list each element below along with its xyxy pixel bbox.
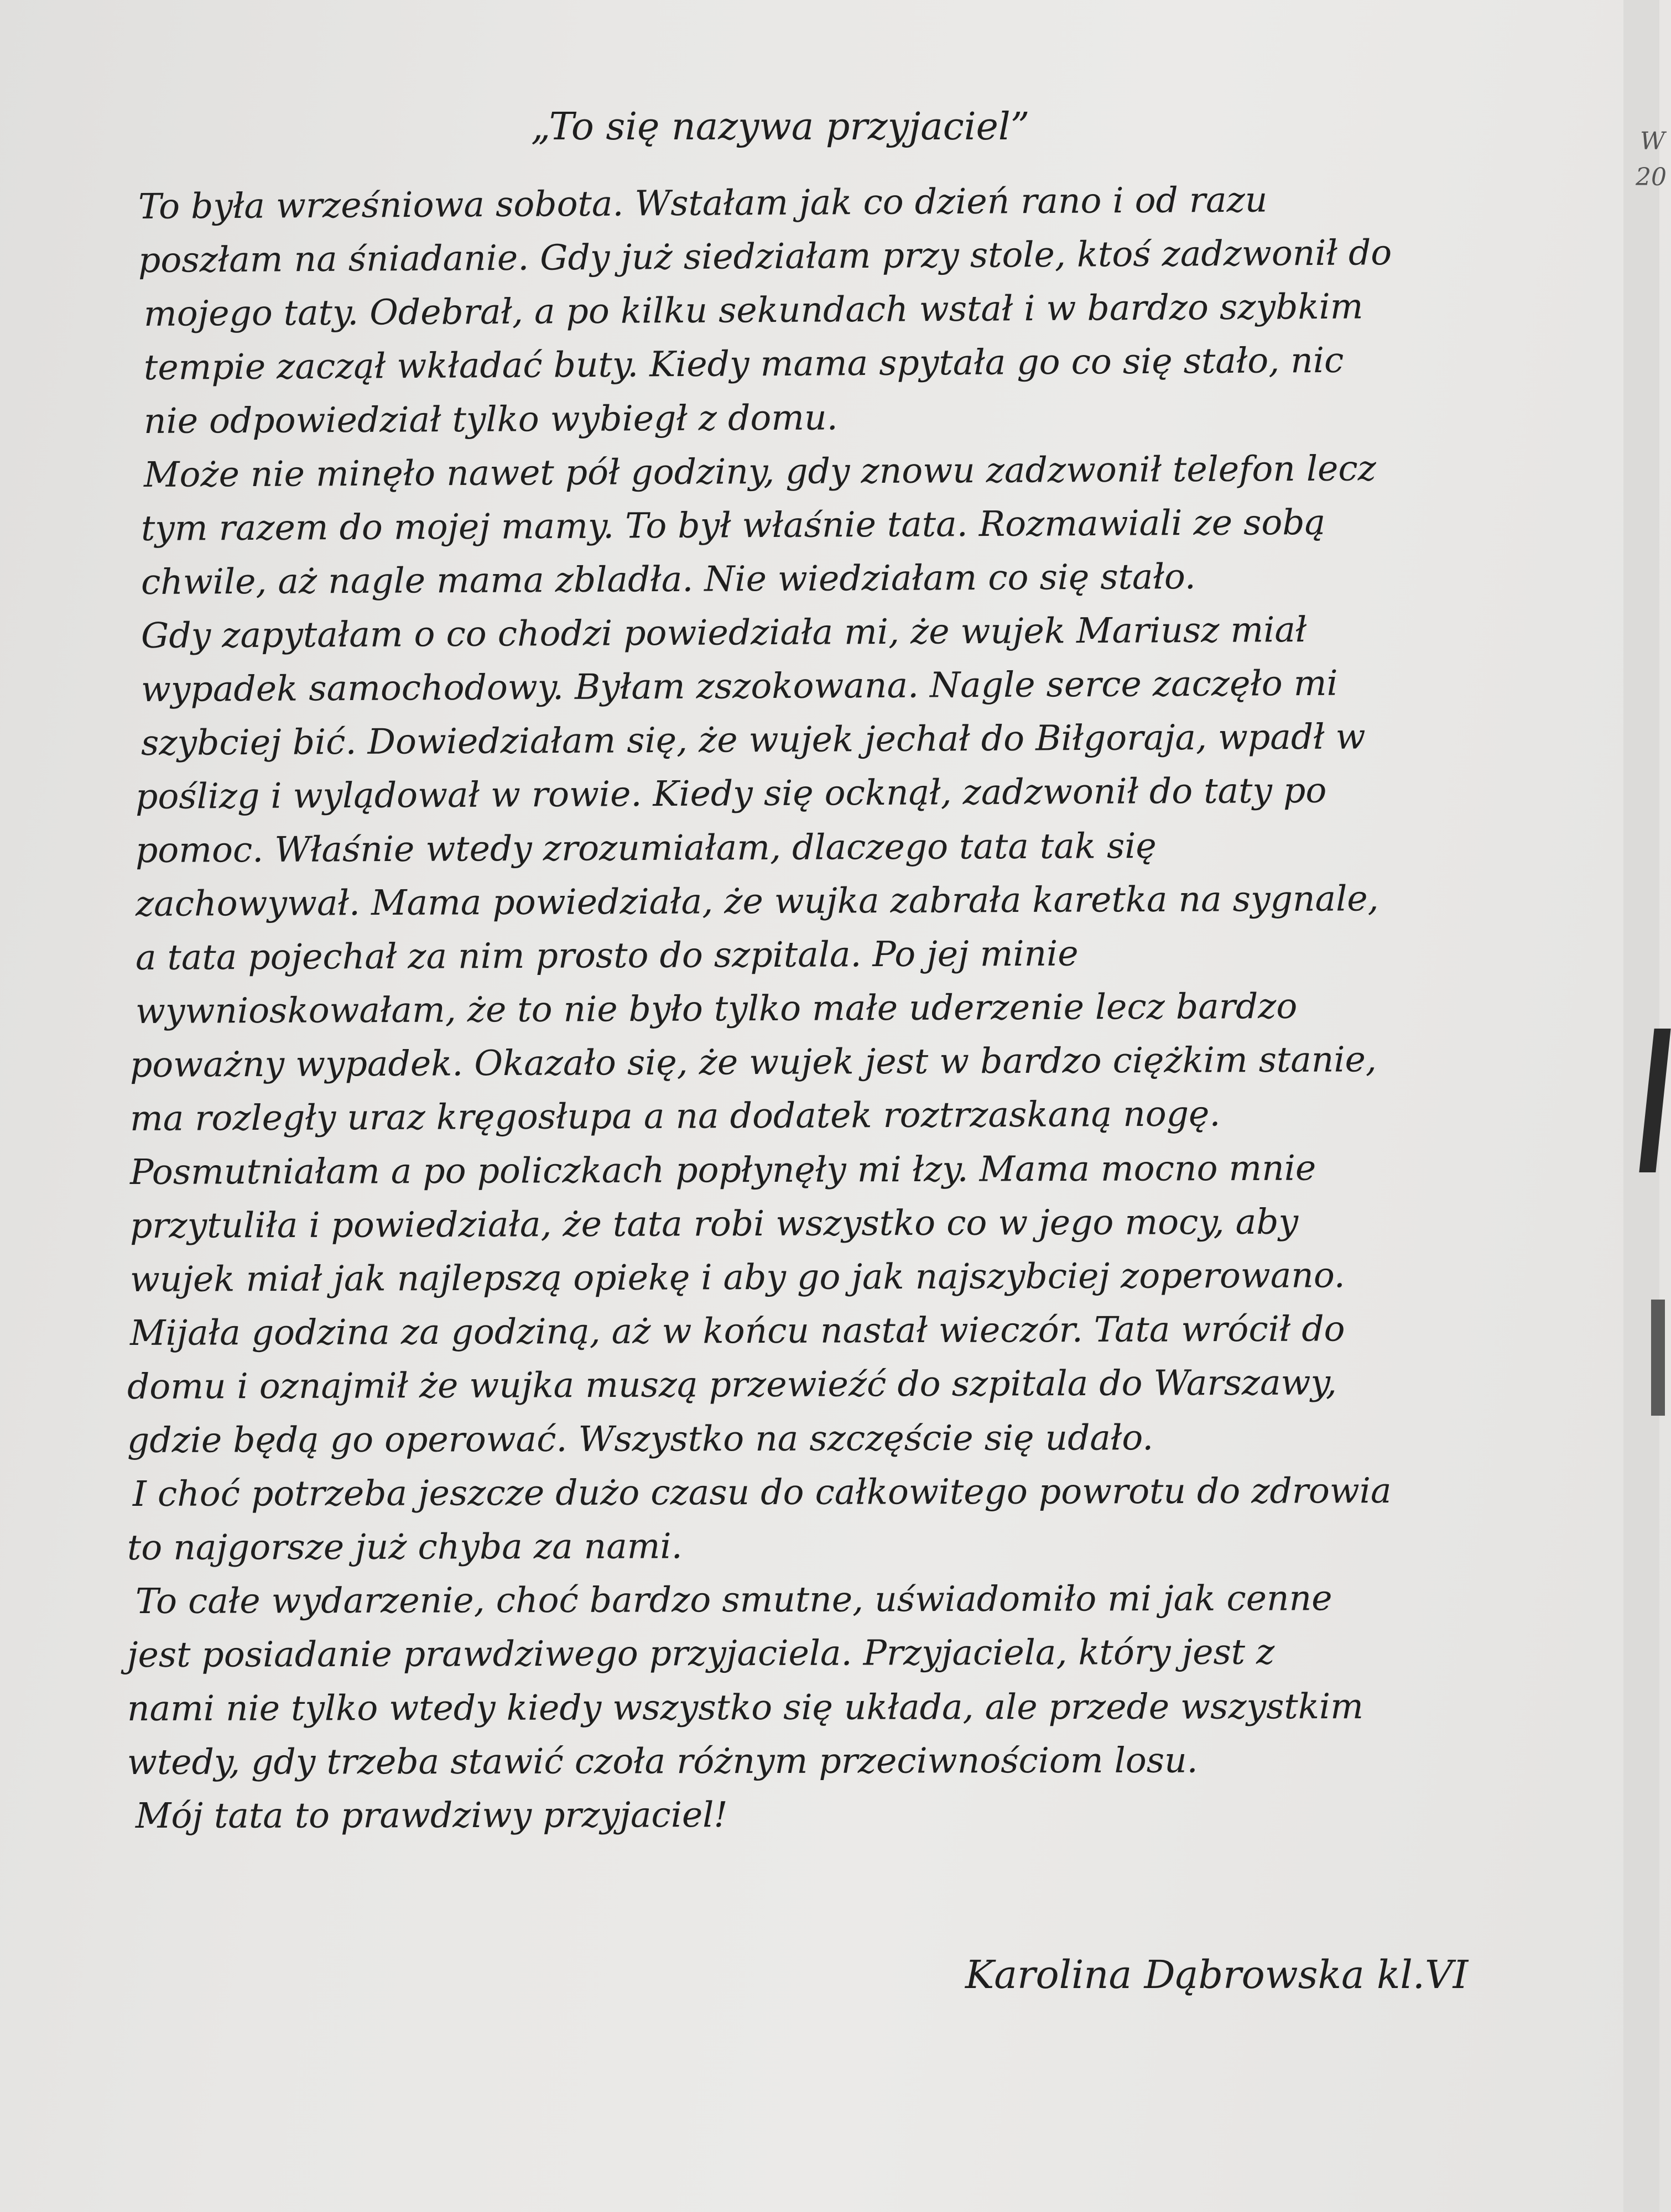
essay-line: Posmutniałam a po policzkach popłynęły mi łzy. Mama mocno mnie (129, 1147, 1316, 1192)
adjacent-page-edge (1623, 0, 1667, 2212)
essay-line: Może nie minęło nawet pół godziny, gdy znowu zadzwonił telefon lecz (143, 448, 1377, 495)
edge-fragment-2: 20 (1636, 163, 1667, 191)
author-signature: Karolina Dąbrowska kl.VI (965, 1952, 1469, 1997)
essay-line: tym razem do mojej mamy. To był właśnie tata. Rozmawiali ze sobą (140, 502, 1326, 549)
essay-line: I choć potrzeba jeszcze dużo czasu do całkowitego powrotu do zdrowia (132, 1470, 1392, 1514)
essay-line: Mój tata to prawdziwy przyjaciel! (135, 1794, 728, 1836)
essay-line: nie odpowiedział tylko wybiegł z domu. (143, 397, 838, 441)
essay-line: wywnioskowałam, że to nie było tylko małe uderzenie lecz bardzo (135, 985, 1298, 1031)
essay-line: pomoc. Właśnie wtedy zrozumiałam, dlaczego tata tak się (135, 825, 1157, 870)
essay-line: poślizg i wylądował w rowie. Kiedy się ocknął, zadzwonił do taty po (135, 770, 1327, 817)
essay-body (122, 180, 1460, 1843)
essay-line: poważny wypadek. Okazało się, że wujek jest w bardzo ciężkim stanie, (129, 1039, 1377, 1085)
essay-line: mojego taty. Odebrał, a po kilku sekundach wstał i w bardzo szybkim (143, 286, 1363, 334)
essay-line: przytuliła i powiedziała, że tata robi wszystko co w jego mocy, aby (129, 1201, 1299, 1246)
essay-line: jest posiadanie prawdziwego przyjaciela. Przyjaciela, który jest z (127, 1631, 1275, 1675)
essay-line: chwile, aż nagle mama zbladła. Nie wiedziałam co się stało. (140, 556, 1196, 602)
essay-line: wypadek samochodowy. Byłam zszokowana. Nagle serce zaczęło mi (140, 662, 1338, 709)
essay-line: a tata pojechał za nim prosto do szpitala. Po jej minie (135, 933, 1079, 978)
essay-line: zachowywał. Mama powiedziała, że wujka zabrała karetka na sygnale, (135, 878, 1379, 924)
essay-line: Mijała godzina za godziną, aż w końcu nastał wieczór. Tata wrócił do (129, 1308, 1345, 1353)
essay-line: nami nie tylko wtedy kiedy wszystko się układa, ale przede wszystkim (127, 1686, 1363, 1729)
essay-line: domu i oznajmił że wujka muszą przewieźć do szpitala do Warszawy, (127, 1362, 1337, 1407)
edge-gray-mark (1651, 1300, 1665, 1416)
essay-line: Gdy zapytałam o co chodzi powiedziała mi, że wujek Mariusz miał (140, 609, 1307, 656)
essay-line: To całe wydarzenie, choć bardzo smutne, uświadomiło mi jak cenne (135, 1578, 1332, 1621)
essay-line: wujek miał jak najlepszą opiekę i aby go jak najszybciej zoperowano. (129, 1255, 1345, 1300)
essay-line: wtedy, gdy trzeba stawić czoła różnym przeciwnościom losu. (127, 1740, 1198, 1782)
essay-line: ma rozległy uraz kręgosłupa a na dodatek roztrzaskaną nogę. (129, 1093, 1221, 1139)
essay-title: „To się nazywa przyjaciel” (531, 105, 1030, 149)
essay-line: to najgorsze już chyba za nami. (127, 1526, 683, 1568)
essay-line: gdzie będą go operować. Wszystko na szczęście się udało. (127, 1417, 1154, 1460)
essay-line: poszłam na śniadanie. Gdy już siedziałam przy stole, ktoś zadzwonił do (138, 232, 1392, 280)
essay-line: szybciej bić. Dowiedziałam się, że wujek jechał do Biłgoraja, wpadł w (140, 716, 1366, 763)
essay-line: To była wrześniowa sobota. Wstałam jak co dzień rano i od razu (138, 179, 1268, 227)
essay-line: tempie zaczął wkładać buty. Kiedy mama spytała go co się stało, nic (143, 340, 1344, 388)
edge-fragment-1: W (1640, 127, 1665, 155)
edge-dark-mark (1639, 1029, 1670, 1172)
